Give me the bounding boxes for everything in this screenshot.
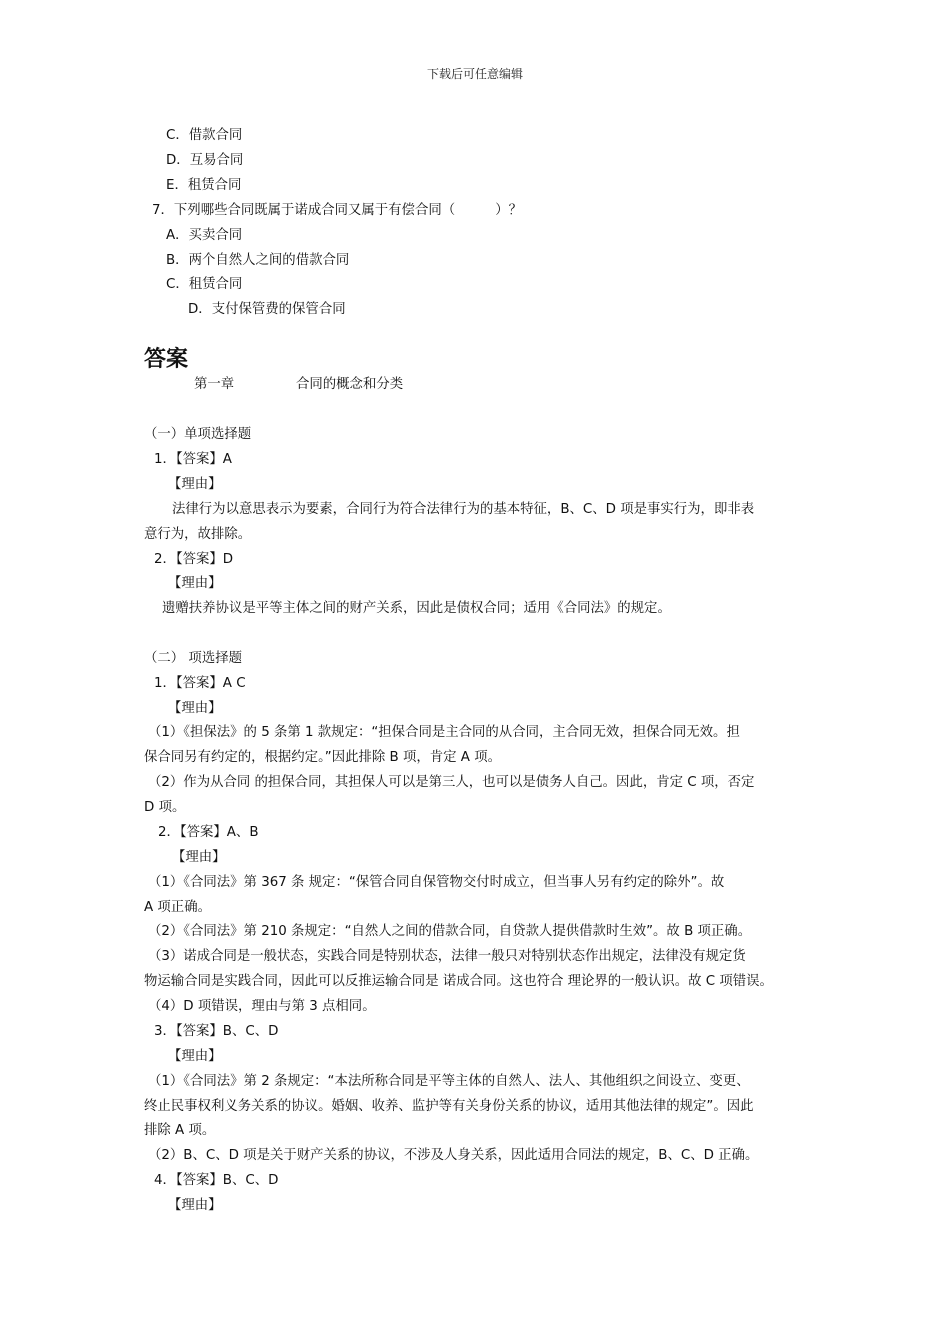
answer-line: 3．【答案】B、C、D [154, 1024, 279, 1039]
reason-label: 【理由】 [168, 1049, 222, 1064]
paragraph-line: （1）《合同法》第 367 条 规定：“保管合同自保管物交付时成立，但当事人另有约定的除外”。故 [148, 875, 725, 890]
answer-line: 1．【答案】A C [154, 676, 246, 691]
paragraph-line: 遗赠扶养协议是平等主体之间的财产关系，因此是债权合同；适用《合同法》的规定。 [162, 601, 671, 616]
option-e: E．租赁合同 [166, 178, 242, 193]
answer-line: 1．【答案】A [154, 452, 232, 467]
reason-label: 【理由】 [168, 701, 222, 716]
answer-line: 4．【答案】B、C、D [154, 1173, 279, 1188]
paragraph-line: 意行为，故排除。 [144, 527, 252, 542]
reason-label: 【理由】 [168, 576, 222, 591]
paragraph-line: （2）B、C、D 项是关于财产关系的协议，不涉及人身关系，因此适用合同法的规定，B、C、D 正确。 [148, 1148, 759, 1163]
question-7: 7．下列哪些合同既属于诺成合同又属于有偿合同（ ）？ [152, 203, 523, 218]
reason-label: 【理由】 [168, 477, 222, 492]
option-a: A．买卖合同 [166, 228, 243, 243]
reason-label: 【理由】 [168, 1198, 222, 1213]
chapter-number: 第一章 [194, 377, 235, 392]
option-d: D．互易合同 [166, 153, 244, 168]
paragraph-line: A 项正确。 [144, 900, 211, 915]
paragraph-line: （4）D 项错误，理由与第 3 点相同。 [148, 999, 376, 1014]
paragraph-line: （2）作为从合同 的担保合同，其担保人可以是第三人，也可以是债务人自己。因此，肯定 C 项，否定 [148, 775, 755, 790]
option-b: B．两个自然人之间的借款合同 [166, 253, 350, 268]
option-c: C．借款合同 [166, 128, 243, 143]
option-c: C．租赁合同 [166, 277, 243, 292]
answers-heading: 答案 [144, 347, 189, 372]
paragraph-line: 保合同另有约定的，根据约定。”因此排除 B 项，肯定 A 项。 [144, 750, 501, 765]
chapter-title: 合同的概念和分类 [296, 377, 404, 392]
reason-label: 【理由】 [172, 850, 226, 865]
section-heading: （一）单项选择题 [144, 427, 252, 442]
paragraph-line: 终止民事权利义务关系的协议。婚姻、收养、监护等有关身份关系的协议，适用其他法律的规定”。因此 [144, 1099, 754, 1114]
paragraph-line: 物运输合同是实践合同，因此可以反推运输合同是 诺成合同。这也符合 理论界的一般认识。故 C 项错误。 [144, 974, 773, 989]
paragraph-line: （3）诺成合同是一般状态，实践合同是特别状态，法律一般只对特别状态作出规定，法律没有规定货 [148, 949, 746, 964]
paragraph-line: （1）《合同法》第 2 条规定：“本法所称合同是平等主体的自然人、法人、其他组织之间设立、变更、 [148, 1074, 750, 1089]
paragraph-line: 法律行为以意思表示为要素，合同行为符合法律行为的基本特征，B、C、D 项是事实行为，即非表 [172, 502, 755, 517]
answer-line: 2．【答案】D [154, 552, 234, 567]
page-header: 下载后可任意编辑 [426, 67, 523, 81]
paragraph-line: （1）《担保法》的 5 条第 1 款规定：“担保合同是主合同的从合同，主合同无效，担保合同无效。担 [148, 725, 740, 740]
paragraph-line: （2）《合同法》第 210 条规定：“自然人之间的借款合同，自贷款人提供借款时生效”。故 B 项正确。 [148, 924, 752, 939]
paragraph-line: 排除 A 项。 [144, 1123, 216, 1138]
section-heading: （二） 项选择题 [144, 651, 242, 666]
answer-line: 2．【答案】A、B [158, 825, 259, 840]
option-d: D．支付保管费的保管合同 [188, 302, 346, 317]
paragraph-line: D 项。 [144, 800, 186, 815]
